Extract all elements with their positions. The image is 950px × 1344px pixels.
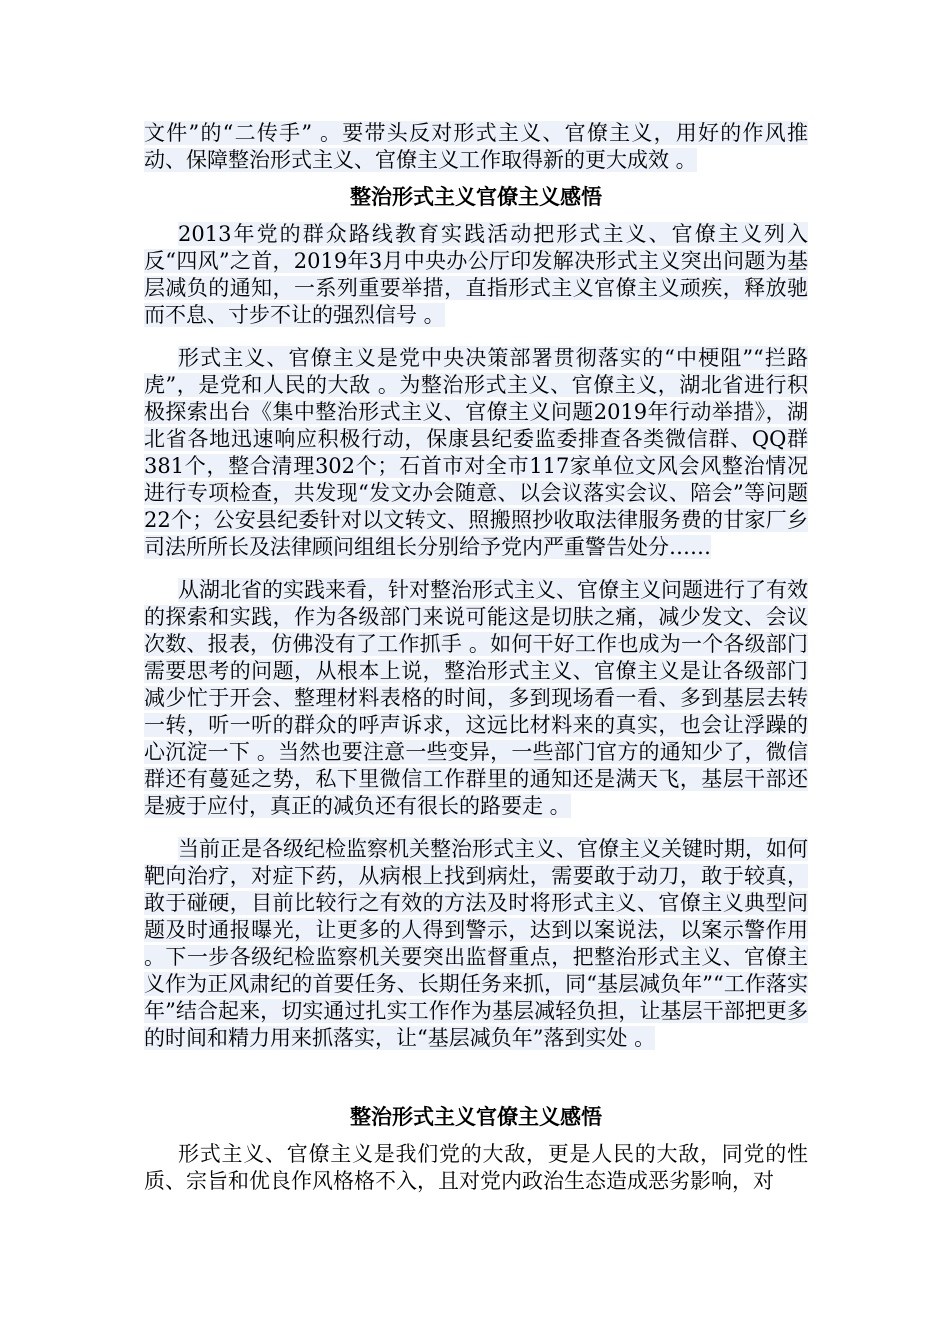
intro-paragraph-text: 文件”的“二传手” 。要带头反对形式主义、官僚主义，用好的作风推动、保障整治形式主义、官僚主义工作取得新的更大成效 。 <box>144 121 808 172</box>
paragraph-text: 2013年党的群众路线教育实践活动把形式主义、官僚主义列入反“四风”之首，2019年3月中央办公厅印发解决形式主义突出问题为基层减负的通知，一系列重要举措，直指形式主义官僚主义顽疾，释放驰而不息、寸步不让的强烈信号 。 <box>144 222 808 327</box>
paragraph-text: 形式主义、官僚主义是我们党的大敌，更是人民的大敌，同党的性质、宗旨和优良作风格格不入，且对党内政治生态造成恶劣影响，对 <box>144 1142 808 1193</box>
section-title: 整治形式主义官僚主义感悟 <box>350 185 602 209</box>
paragraph-text: 形式主义、官僚主义是党中央决策部署贯彻落实的“中梗阻”“拦路虎”，是党和人民的大敌 。为整治形式主义、官僚主义，湖北省进行积极探索出台《集中整治形式主义、官僚主义问题2019年行动举措》，湖北省各地迅速响应积极行动，保康县纪委监委排查各类微信群、QQ群381个，整合清理302个；石首市对全市117家单位文风会风整治情况进行专项检查，共发现“发文办会随意、以会议落实会议、陪会”等问题22个；公安县纪委针对以文转文、照搬照抄收取法律服务费的甘家厂乡司法所所长及法律顾问组组长分别给予党内严重警告处分…… <box>144 346 808 559</box>
paragraph-text: 当前正是各级纪检监察机关整治形式主义、官僚主义关键时期，如何靶向治疗，对症下药，从病根上找到病灶，需要敢于动刀，敢于较真，敢于碰硬，目前比较行之有效的方法及时将形式主义、官僚主义典型问题及时通报曝光，让更多的人得到警示，达到以案说法，以案示警作用 。下一步各级纪检监察机关要突出监督重点，把整治形式主义、官僚主义作为正风肃纪的首要任务、长期任务来抓，同“基层减负年”“工作落实年”结合起来，切实通过扎实工作作为基层减轻负担，让基层干部把更多的时间和精力用来抓落实，让“基层减负年”落到实处 。 <box>144 837 808 1050</box>
section-title: 整治形式主义官僚主义感悟 <box>350 1105 602 1129</box>
paragraph <box>144 221 808 329</box>
paragraph-text: 从湖北省的实践来看，针对整治形式主义、官僚主义问题进行了有效的探索和实践，作为各级部门来说可能这是切肤之痛，减少发文、会议次数、报表，仿佛没有了工作抓手 。如何干好工作也成为一个各级部门需要思考的问题，从根本上说，整治形式主义、官僚主义是让各级部门减少忙于开会、整理材料表格的时间，多到现场看一看、多到基层去转一转，听一听的群众的呼声诉求，这远比材料来的真实，也会让浮躁的心沉淀一下 。当然也要注意一些变异，一些部门官方的通知少了，微信群还有蔓延之势，私下里微信工作群里的通知还是满天飞，基层干部还是疲于应付，真正的减负还有很长的路要走 。 <box>144 578 808 818</box>
paragraph <box>144 836 808 1052</box>
paragraph <box>144 577 808 820</box>
intro-paragraph <box>144 120 808 174</box>
paragraph <box>144 1141 808 1195</box>
paragraph <box>144 345 808 561</box>
document-page <box>144 120 808 1195</box>
